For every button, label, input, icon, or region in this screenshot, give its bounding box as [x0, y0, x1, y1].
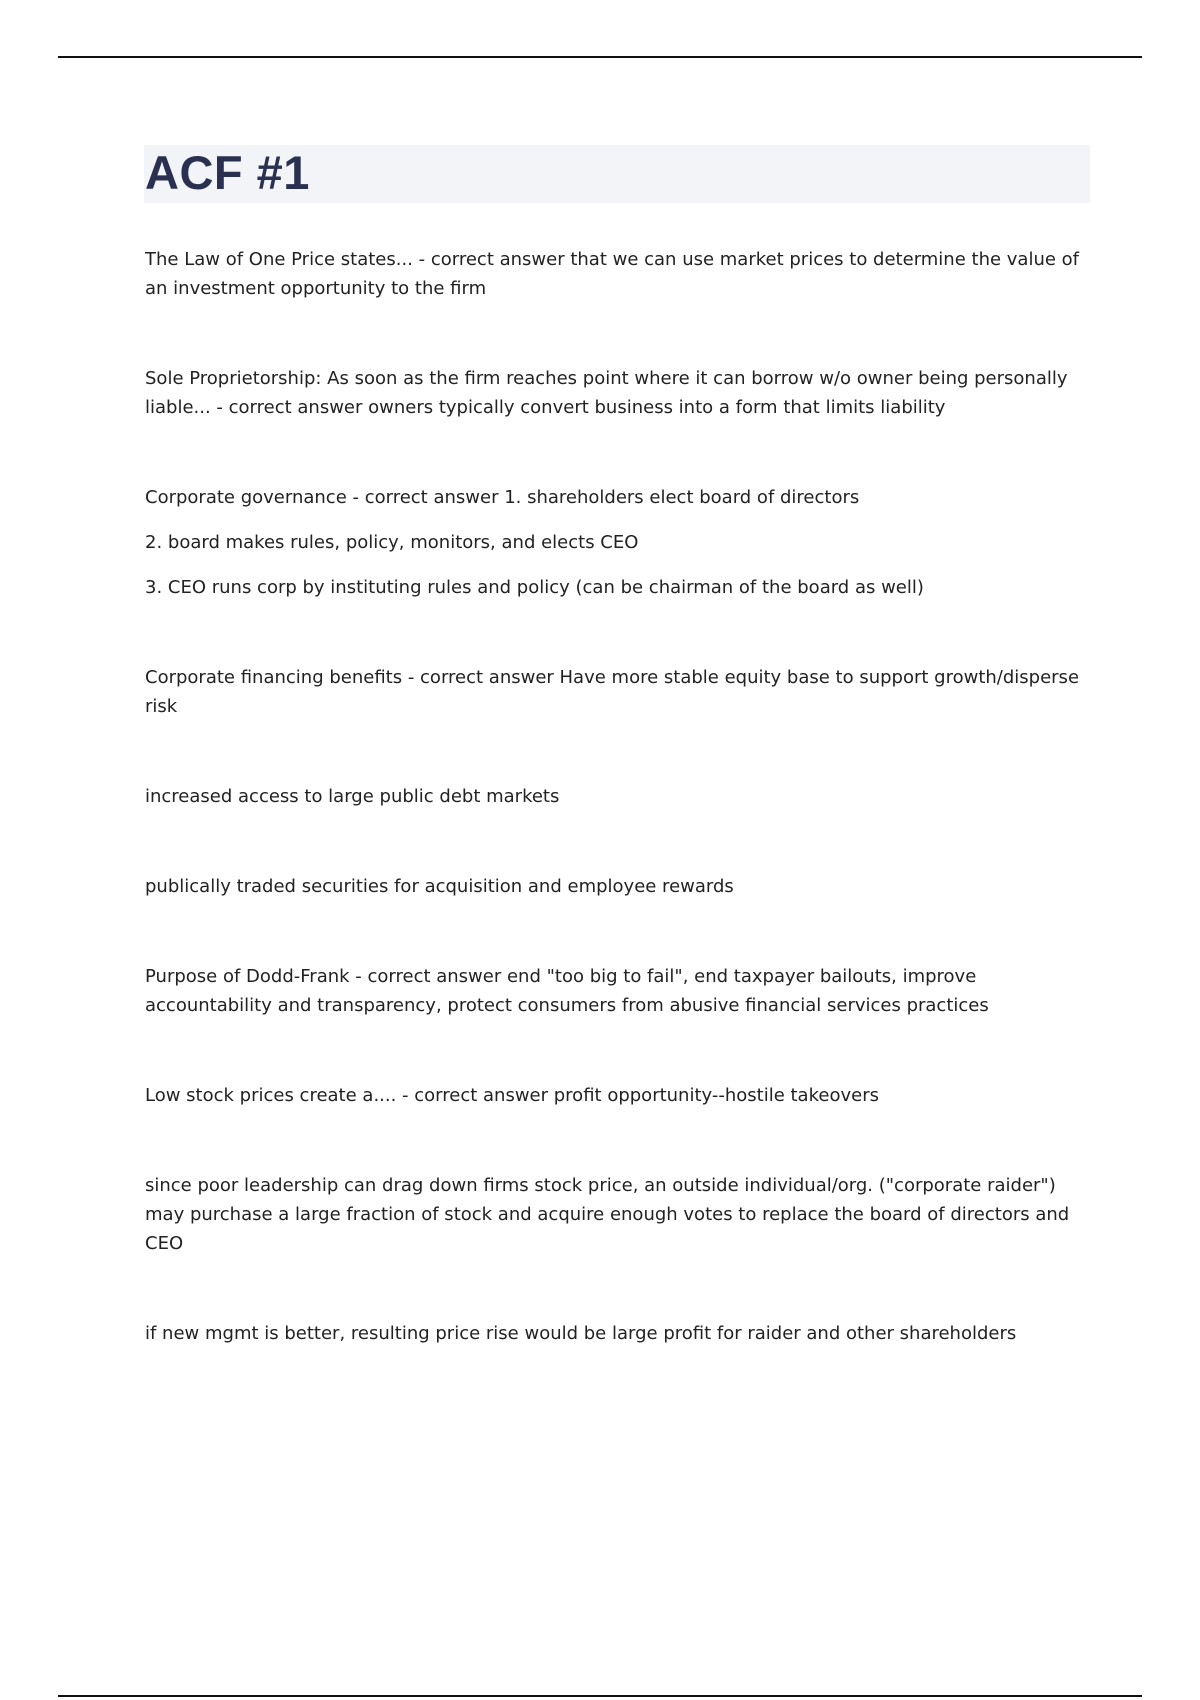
entry-text: if new mgmt is better, resulting price rise would be large profit for raider and other shareholders	[145, 1323, 1017, 1344]
qa-entry-traded-securities	[145, 872, 1085, 901]
entry-text: increased access to large public debt markets	[145, 786, 560, 807]
entry-text: Corporate financing benefits - correct answer Have more stable equity base to support growth/disperse risk	[145, 667, 1080, 717]
top-divider	[58, 56, 1142, 58]
document-title: ACF #1	[145, 146, 310, 199]
entry-text: 3. CEO runs corp by instituting rules and policy (can be chairman of the board as well)	[145, 577, 924, 598]
entry-text: Corporate governance - correct answer 1. shareholders elect board of directors	[145, 487, 860, 508]
bottom-divider	[58, 1695, 1142, 1697]
entry-text: publically traded securities for acquisition and employee rewards	[145, 876, 734, 897]
qa-entry-law-of-one-price	[145, 245, 1085, 303]
qa-entry-dodd-frank	[145, 962, 1085, 1020]
entry-text: 2. board makes rules, policy, monitors, and elects CEO	[145, 532, 639, 553]
qa-entry-corporate-financing-benefits	[145, 663, 1085, 721]
entry-text: since poor leadership can drag down firms stock price, an outside individual/org. ("corporate raider") may purchase a large fraction of stock and acquire enough votes to replace the board of directors and CEO	[145, 1175, 1070, 1254]
entry-text: Sole Proprietorship: As soon as the firm reaches point where it can borrow w/o owner being personally liable... - correct answer owners typically convert business into a form that limits liability	[145, 368, 1068, 418]
entry-text: Purpose of Dodd-Frank - correct answer end "too big to fail", end taxpayer bailouts, improve accountability and transparency, protect consumers from abusive financial services practices	[145, 966, 989, 1016]
qa-entry-corporate-governance	[145, 483, 1085, 602]
document-body	[145, 245, 1085, 1348]
qa-entry-corporate-raider	[145, 1171, 1085, 1258]
entry-text: The Law of One Price states... - correct answer that we can use market prices to determine the value of an investment opportunity to the firm	[145, 249, 1080, 299]
qa-entry-public-debt-markets	[145, 782, 1085, 811]
qa-entry-sole-proprietorship	[145, 364, 1085, 422]
qa-entry-low-stock-prices	[145, 1081, 1085, 1110]
qa-entry-new-mgmt	[145, 1319, 1085, 1348]
entry-text: Low stock prices create a.... - correct answer profit opportunity--hostile takeovers	[145, 1085, 879, 1106]
